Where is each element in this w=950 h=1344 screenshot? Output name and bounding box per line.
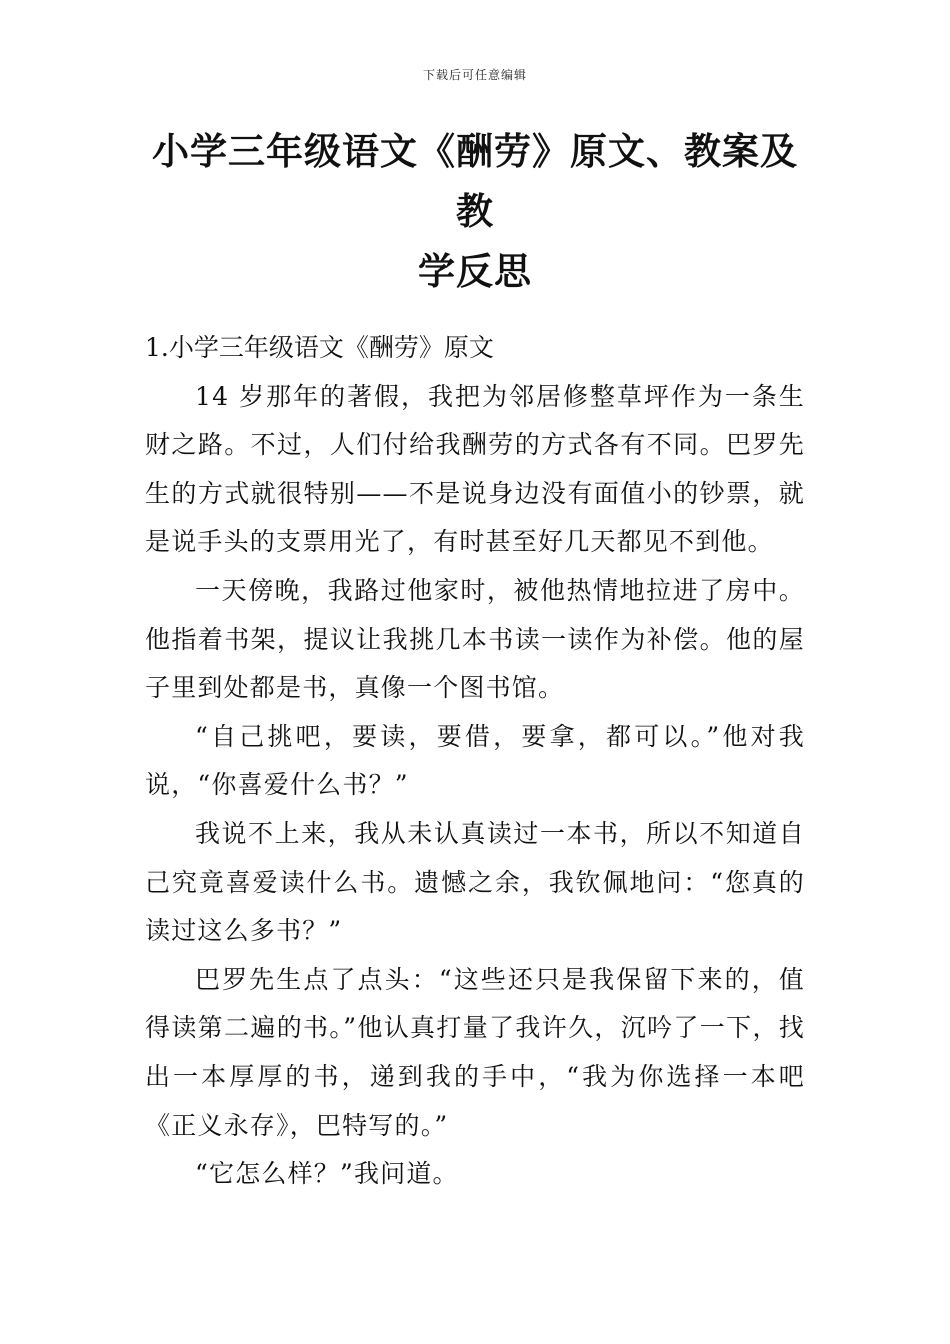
paragraph-5: 巴罗先生点了点头：“这些还只是我保留下来的，值得读第二遍的书。”他认真打量了我许久，沉吟了一下，找出一本厚厚的书，递到我的手中，“我为你选择一本吧《正义永存》，巴特写的。” bbox=[145, 964, 805, 1140]
paragraph-6: “它怎么样？”我问道。 bbox=[195, 1159, 459, 1189]
section-heading: 1.小学三年级语文《酬劳》原文 bbox=[145, 333, 494, 362]
paragraph-2: 一天傍晚，我路过他家时，被他热情地拉进了房中。他指着书架，提议让我挑几本书读一读作为补偿。他的屋子里到处都是书，真像一个图书馆。 bbox=[145, 575, 805, 703]
title-line-1: 小学三年级语文《酬劳》原文、教案及教 bbox=[152, 130, 798, 233]
header-note: 下载后可任意编辑 bbox=[422, 68, 527, 82]
document-body bbox=[145, 324, 805, 1199]
paragraph-4: 我说不上来，我从未认真读过一本书，所以不知道自己究竟喜爱读什么书。遗憾之余，我钦佩地问：“您真的读过这么多书？” bbox=[145, 818, 805, 946]
title-line-2: 学反思 bbox=[418, 250, 532, 293]
document-title bbox=[145, 122, 805, 302]
paragraph-1: 14 岁那年的著假，我把为邻居修整草坪作为一条生财之路。不过，人们付给我酬劳的方式各有不同。巴罗先生的方式就很特别——不是说身边没有面值小的钞票，就是说手头的支票用光了，有时甚至好几天都见不到他。 bbox=[145, 381, 805, 557]
paragraph-3: “自己挑吧，要读，要借，要拿，都可以。”他对我说，“你喜爱什么书？” bbox=[145, 721, 805, 800]
